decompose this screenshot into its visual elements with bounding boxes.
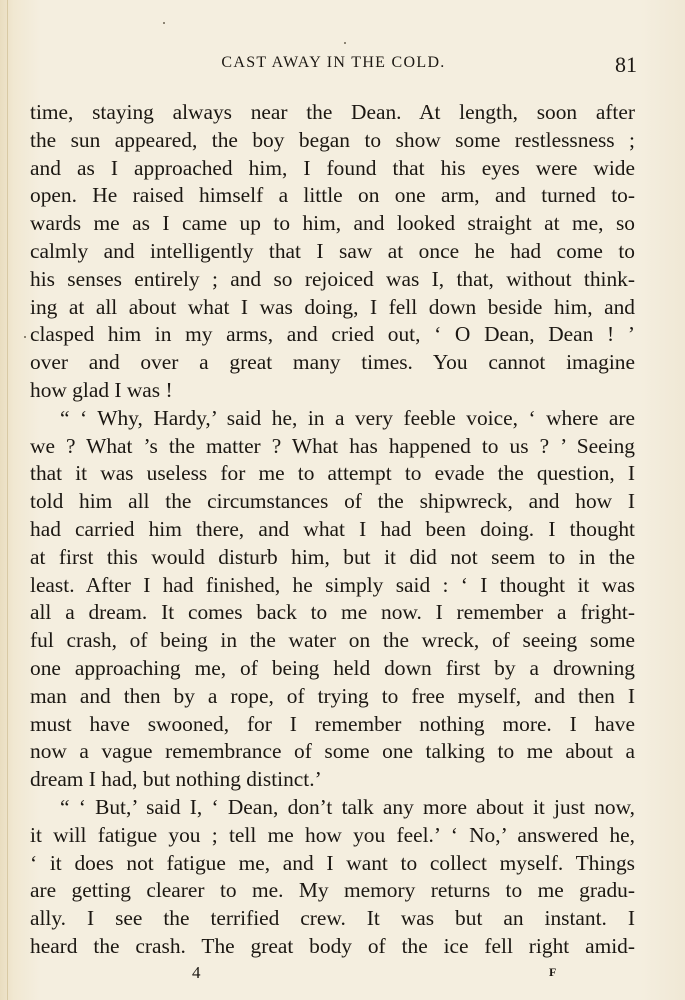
signature-number: 4	[192, 963, 201, 982]
paper-speck	[24, 336, 26, 338]
body-text	[30, 99, 635, 961]
text-line: at first this would disturb him, but it did not seem to in the	[30, 544, 635, 569]
text-line: time, staying always near the Dean. At length, soon after	[30, 100, 635, 124]
text-line: over and over a great many times. You cannot imagine	[30, 350, 635, 375]
text-line: now a vague remembrance of some one talking to me about a	[30, 739, 635, 764]
text-line: wards me as I came up to him, and looked straight at me, so	[30, 211, 635, 236]
text-line: it will fatigue you ; tell me how you feel.’ ‘ No,’ answered he,	[30, 822, 635, 847]
text-line: had carried him there, and what I had been doing. I thought	[30, 516, 635, 541]
page-gutter	[7, 0, 8, 1000]
text-line: dream I had, but nothing distinct.’	[30, 767, 322, 792]
text-line: that it was useless for me to attempt to evade the question, I	[30, 461, 635, 486]
text-line: his senses entirely ; and so rejoiced was I, that, without think-	[30, 266, 635, 291]
signature-letter: F	[549, 965, 557, 979]
text-line: ally. I see the terrified crew. It was but an instant. I	[30, 906, 635, 931]
text-line: least. After I had finished, he simply said : ‘ I thought it was	[30, 572, 635, 597]
text-line: open. He raised himself a little on one arm, and turned to-	[30, 183, 635, 208]
running-title: CAST AWAY IN THE COLD.	[221, 54, 446, 71]
text-line: ‘ it does not fatigue me, and I want to collect myself. Things	[30, 850, 635, 875]
paper-speck	[163, 22, 165, 24]
text-line: all a dream. It comes back to me now. I remember a fright-	[30, 600, 635, 625]
text-line: “ ‘ But,’ said I, ‘ Dean, don’t talk any more about it just now,	[60, 794, 635, 819]
text-line: one approaching me, of being held down first by a drowning	[30, 655, 635, 680]
text-line: clasped him in my arms, and cried out, ‘ O Dean, Dean ! ’	[30, 322, 635, 347]
paper-speck	[344, 42, 346, 44]
text-line: “ ‘ Why, Hardy,’ said he, in a very feeble voice, ‘ where are	[60, 405, 635, 430]
text-line: calmly and intelligently that I saw at once he had come to	[30, 238, 635, 263]
text-line: how glad I was !	[30, 377, 173, 402]
text-line: are getting clearer to me. My memory returns to me gradu-	[30, 878, 635, 903]
text-line: heard the crash. The great body of the ice fell right amid-	[30, 933, 635, 958]
text-line: man and then by a rope, of trying to free myself, and then I	[30, 683, 635, 708]
text-line: ing at all about what I was doing, I fell down beside him, and	[30, 294, 635, 319]
text-line: we ? What ’s the matter ? What has happened to us ? ’ Seeing	[30, 433, 635, 458]
page-header	[30, 52, 637, 80]
page-number: 81	[615, 52, 637, 77]
text-line: told him all the circumstances of the shipwreck, and how I	[30, 489, 635, 514]
text-line: and as I approached him, I found that his eyes were wide	[30, 155, 635, 180]
text-line: the sun appeared, the boy began to show some restlessness ;	[30, 127, 635, 152]
text-line: must have swooned, for I remember nothing more. I have	[30, 711, 635, 736]
page-footer	[0, 963, 685, 987]
text-line: ful crash, of being in the water on the wreck, of seeing some	[30, 628, 635, 653]
